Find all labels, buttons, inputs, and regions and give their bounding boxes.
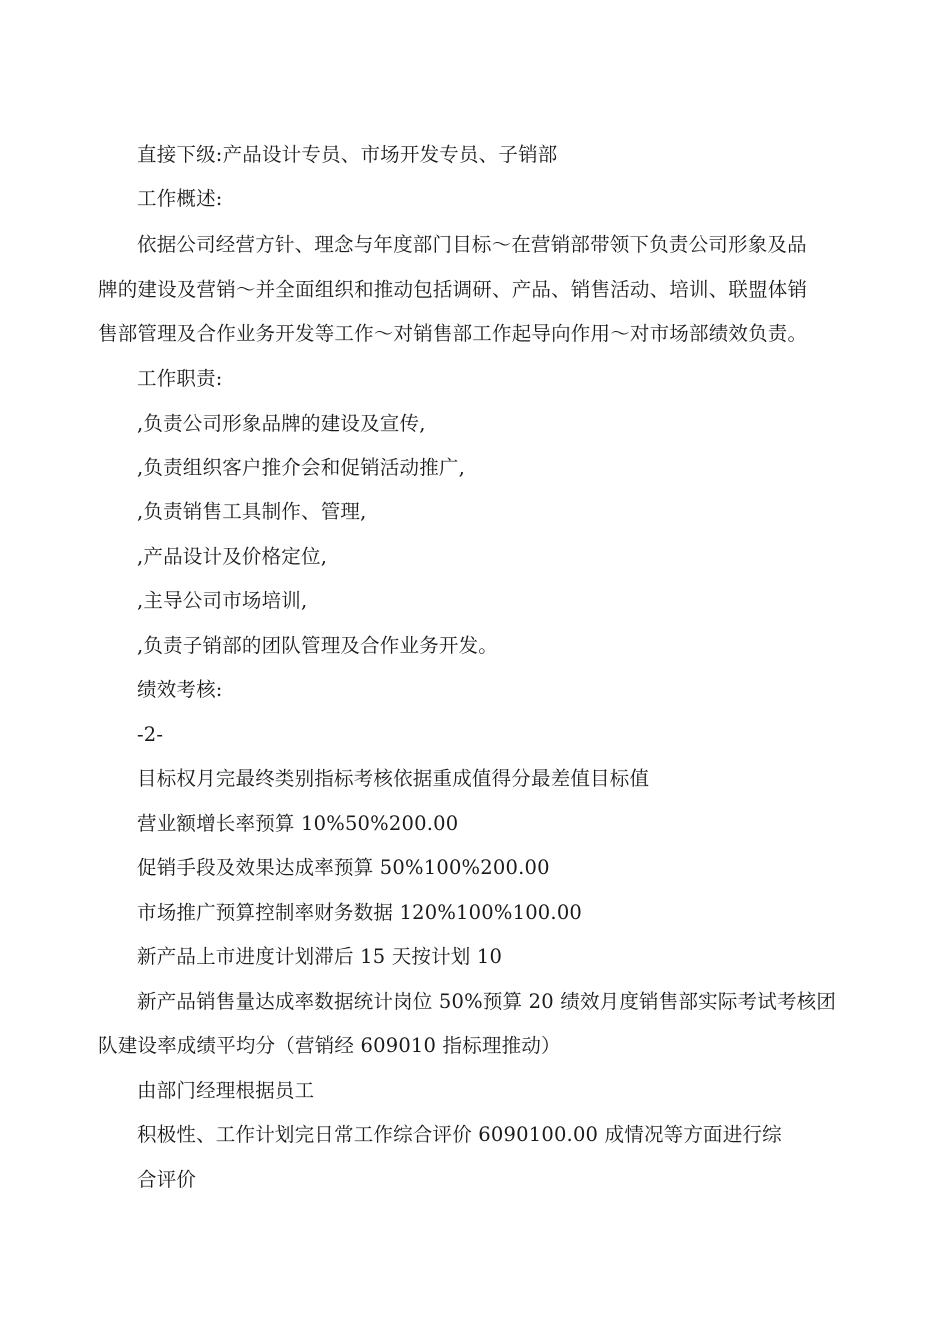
duty-item: ,产品设计及价格定位,: [137, 545, 328, 568]
page-number: -2-: [137, 723, 164, 746]
kpi-row: 营业额增长率预算 10%50%200.00: [137, 812, 459, 835]
kpi-row: 市场推广预算控制率财务数据 120%100%100.00: [137, 901, 583, 924]
duty-item: ,负责组织客户推介会和促销活动推广,: [137, 456, 465, 479]
kpi-row-5-line-1: 新产品销售量达成率数据统计岗位 50%预算 20 绩效月度销售部实际考试考核团: [137, 990, 837, 1013]
overview-heading: 工作概述:: [137, 187, 223, 210]
subordinates-line: 直接下级:产品设计专员、市场开发专员、子销部: [137, 143, 558, 166]
duty-item: ,负责销售工具制作、管理,: [137, 500, 367, 523]
kpi-table-header: 目标权月完最终类别指标考核依据重成值得分最差值目标值: [137, 767, 650, 790]
kpi-row-5-line-2: 队建设率成绩平均分（营销经 609010 指标理推动）: [98, 1034, 561, 1057]
duty-item: ,负责公司形象品牌的建设及宣传,: [137, 412, 426, 435]
evaluation-note-line-1: 由部门经理根据员工: [137, 1079, 315, 1102]
kpi-row: 新产品上市进度计划滞后 15 天按计划 10: [137, 945, 503, 968]
duty-item: ,负责子销部的团队管理及合作业务开发。: [137, 634, 498, 657]
evaluation-note-line-2: 积极性、工作计划完日常工作综合评价 6090100.00 成情况等方面进行综: [137, 1123, 782, 1146]
kpi-row: 促销手段及效果达成率预算 50%100%200.00: [137, 856, 550, 879]
evaluation-note-line-3: 合评价: [137, 1168, 197, 1191]
duties-heading: 工作职责:: [137, 367, 223, 390]
duty-item: ,主导公司市场培训,: [137, 589, 308, 612]
overview-paragraph-line-3: 售部管理及合作业务开发等工作〜对销售部工作起导向作用〜对市场部绩效负责。: [98, 322, 808, 345]
performance-heading: 绩效考核:: [137, 678, 223, 701]
overview-paragraph-line-1: 依据公司经营方针、理念与年度部门目标〜在营销部带领下负责公司形象及品: [137, 233, 807, 256]
overview-paragraph-line-2: 牌的建设及营销〜并全面组织和推动包括调研、产品、销售活动、培训、联盟体销: [98, 278, 808, 301]
